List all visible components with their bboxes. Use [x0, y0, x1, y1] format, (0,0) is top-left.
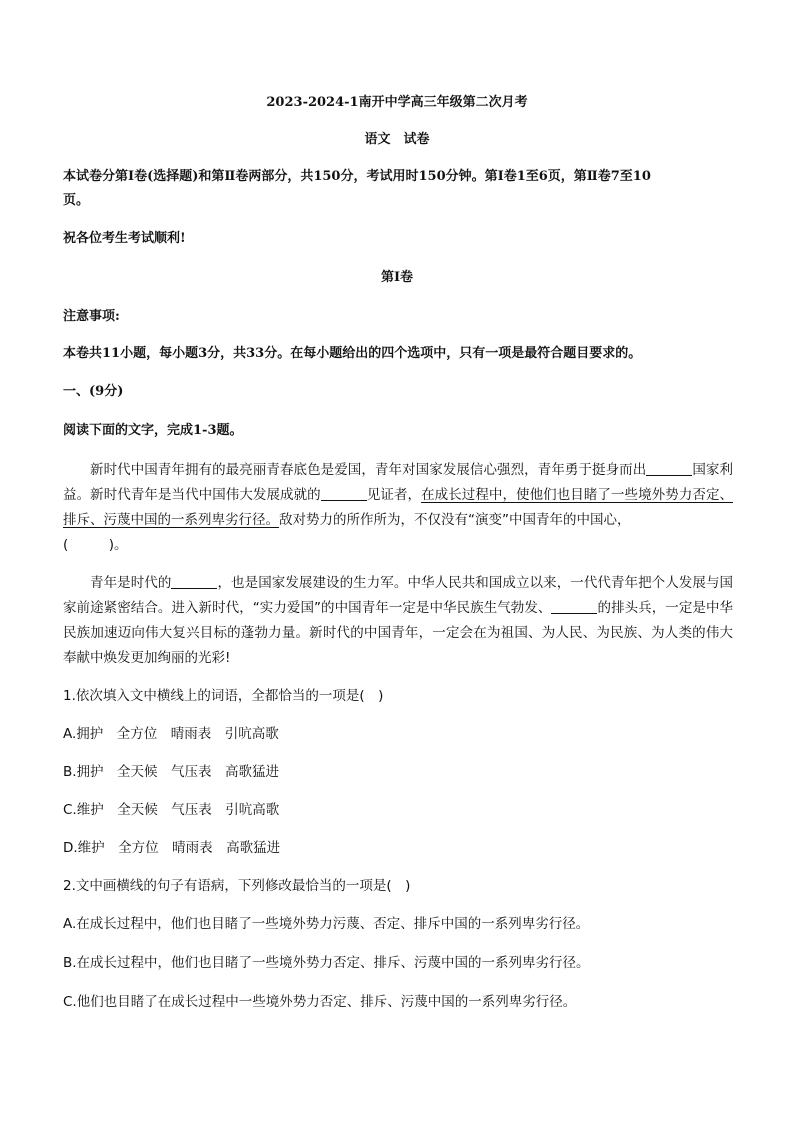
section-heading: 一、(9分)	[63, 384, 124, 399]
p1-text-a: 新时代中国青年拥有的最亮丽青春底色是爱国，青年对国家发展信心强烈，青年勇于挺身而出	[90, 462, 647, 478]
question-1-option-a: A.拥护 全方位 晴雨表 引吭高歌	[63, 726, 279, 742]
answer-parenthesis: ( )。	[63, 537, 128, 553]
question-1-option-c: C.维护 全天候 气压表 引吭高歌	[63, 802, 280, 818]
p1-text-b: 国家利益。新时代青年是当代中国伟大发展成就的	[63, 462, 734, 503]
fill-blank-4	[551, 599, 597, 614]
underlined-sentence: 在成长过程中，使他们也目睹了一些境外势力否定、排斥、污蔑中国的一系列卑劣行径。	[63, 487, 734, 528]
wish-text: 祝各位考生考试顺利!	[63, 231, 186, 246]
fill-blank-3	[171, 574, 217, 589]
intro-line-2: 页。	[63, 193, 90, 208]
p2-text-b: ，也是国家发展建设的生力军。中华人民共和国成立以来，一代代青年把个人发展与国家前途紧密结合。进入新时代，“实力爱国”的中国青年一定是中华民族生气勃发、	[63, 575, 734, 616]
subject-title: 语文 试卷	[364, 132, 430, 147]
question-2-option-c: C.他们也目睹了在成长过程中一些境外势力否定、排斥、污蔑中国的一系列卑劣行径。	[63, 994, 577, 1010]
passage-paragraph-1	[63, 458, 733, 558]
section-instruction: 阅读下面的文字，完成1-3题。	[63, 423, 243, 438]
fill-blank-2	[321, 486, 367, 501]
passage-paragraph-2	[63, 571, 733, 671]
p2-text-c: 的排头兵，一定是中华民族加速迈向伟大复兴目标的蓬勃力量。新时代的中国青年，一定会在为祖国、为人民、为民族、为人类的伟大奉献中焕发更加绚丽的光彩!	[63, 600, 734, 666]
p1-text-c: 见证者，	[366, 487, 422, 503]
p1-text-d: 敌对势力的所作所为，不仅没有“演变”中国青年的中国心，	[279, 512, 631, 528]
notice-label: 注意事项:	[63, 309, 120, 324]
intro-line-1: 本试卷分第Ⅰ卷(选择题)和第Ⅱ卷两部分，共150分，考试用时150分钟。第Ⅰ卷1至6页，第Ⅱ卷7至10	[63, 169, 651, 184]
p2-text-a: 青年是时代的	[90, 575, 172, 591]
fill-blank-1	[646, 461, 692, 476]
notice-text: 本卷共11小题，每小题3分，共33分。在每小题给出的四个选项中，只有一项是最符合题目要求的。	[63, 346, 642, 361]
question-1-option-b: B.拥护 全天候 气压表 高歌猛进	[63, 764, 280, 780]
question-2-option-b: B.在成长过程中，他们也目睹了一些境外势力否定、排斥、污蔑中国的一系列卑劣行径。	[63, 955, 590, 971]
question-2-option-a: A.在成长过程中，他们也目睹了一些境外势力污蔑、否定、排斥中国的一系列卑劣行径。	[63, 916, 590, 932]
question-1-option-d: D.维护 全方位 晴雨表 高歌猛进	[63, 840, 281, 856]
volume-title: 第Ⅰ卷	[380, 270, 414, 285]
question-1-stem: 1.依次填入文中横线上的词语，全都恰当的一项是( )	[63, 688, 384, 704]
question-2-stem: 2.文中画横线的句子有语病，下列修改最恰当的一项是( )	[63, 878, 411, 894]
exam-title: 2023-2024-1南开中学高三年级第二次月考	[266, 95, 528, 110]
